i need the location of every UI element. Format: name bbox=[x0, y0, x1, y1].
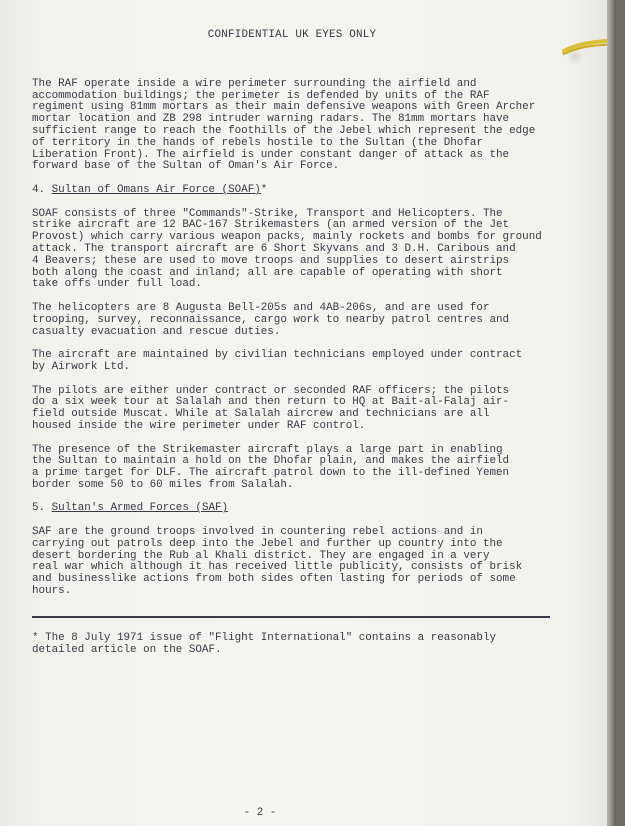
page-number: - 2 - bbox=[243, 807, 277, 819]
section-4-heading bbox=[32, 185, 552, 197]
section-5-paragraph: SAF are the ground troops involved in countering rebel actions and in carrying out patrols deep into the Jebel and further up country into the desert bordering the Rub al Khali district. They are engaged in a very real war which although it has received little publicity, consists of brisk and businesslike actions from both sides often lasting for periods of some hours. bbox=[32, 526, 523, 598]
footnote-divider bbox=[32, 616, 550, 618]
section-5-title: Sultan's Armed Forces (SAF) bbox=[51, 502, 229, 515]
section-4-number: 4. bbox=[32, 183, 46, 196]
section-4-paragraph: The aircraft are maintained by civilian technicians employed under contract by Airwork Ltd. bbox=[32, 349, 523, 373]
classification-header: CONFIDENTIAL UK EYES ONLY bbox=[207, 29, 377, 41]
section-4-paragraph: SOAF consists of three "Commands"-Strike, Transport and Helicopters. The strike aircraft are 12 BAC-167 Strikemasters (an armed version of the Jet Provost) which carry various weapon packs, mainly rockets and bombs for ground attack. The transport aircraft are 6 Short Skyvans and 3 D.H. Caribous and 4 Beavers; these are used to move troops and supplies to desert airstrips both along the coast and inland; all are capable of operating with short take offs under full load. bbox=[32, 207, 542, 291]
section-4-paragraph: The presence of the Strikemaster aircraft plays a large part in enabling the Sultan to maintain a hold on the Dhofar plain, and makes the airfield a prime target for DLF. The aircraft patrol down to the ill-defined Yemen border some 50 to 60 miles from Salalah. bbox=[32, 443, 510, 491]
page-edge-shadow bbox=[607, 0, 616, 826]
section-5-heading bbox=[32, 503, 552, 515]
section-4-title: Sultan of Omans Air Force (SOAF) bbox=[51, 183, 261, 196]
document-body bbox=[32, 30, 552, 656]
section-4-paragraph: The pilots are either under contract or seconded RAF officers; the pilots do a six week tour at Salalah and then return to HQ at Bait-al-Falaj air- field outside Muscat. While at Salalah aircrew and technicians are all housed inside the wire perimeter under RAF control. bbox=[32, 384, 510, 432]
footnote: * The 8 July 1971 issue of "Flight International" contains a reasonably detailed article on the SOAF. bbox=[32, 631, 497, 656]
section-5-number: 5. bbox=[32, 502, 46, 515]
section-4-paragraph: The helicopters are 8 Augusta Bell-205s and 4AB-206s, and are used for trooping, survey, reconnaissance, cargo work to nearby patrol centres and casualty evacuation and rescue duties. bbox=[32, 301, 510, 338]
intro-paragraph: The RAF operate inside a wire perimeter surrounding the airfield and accommodation buildings; the perimeter is defended by units of the RAF regiment using 81mm mortars as their main defensive weapons with Green Archer mortar location and ZB 298 intruder warning radars. The 81mm mortars have sufficient range to reach the foothills of the Jebel which represent the edge of territory in the hands of rebels hostile to the Sultan (the Dhofar Liberation Front). The airfield is under constant danger of attack as the forward base of the Sultan of Oman's Air Force. bbox=[32, 77, 536, 173]
section-4-footnote-marker: * bbox=[260, 183, 268, 196]
